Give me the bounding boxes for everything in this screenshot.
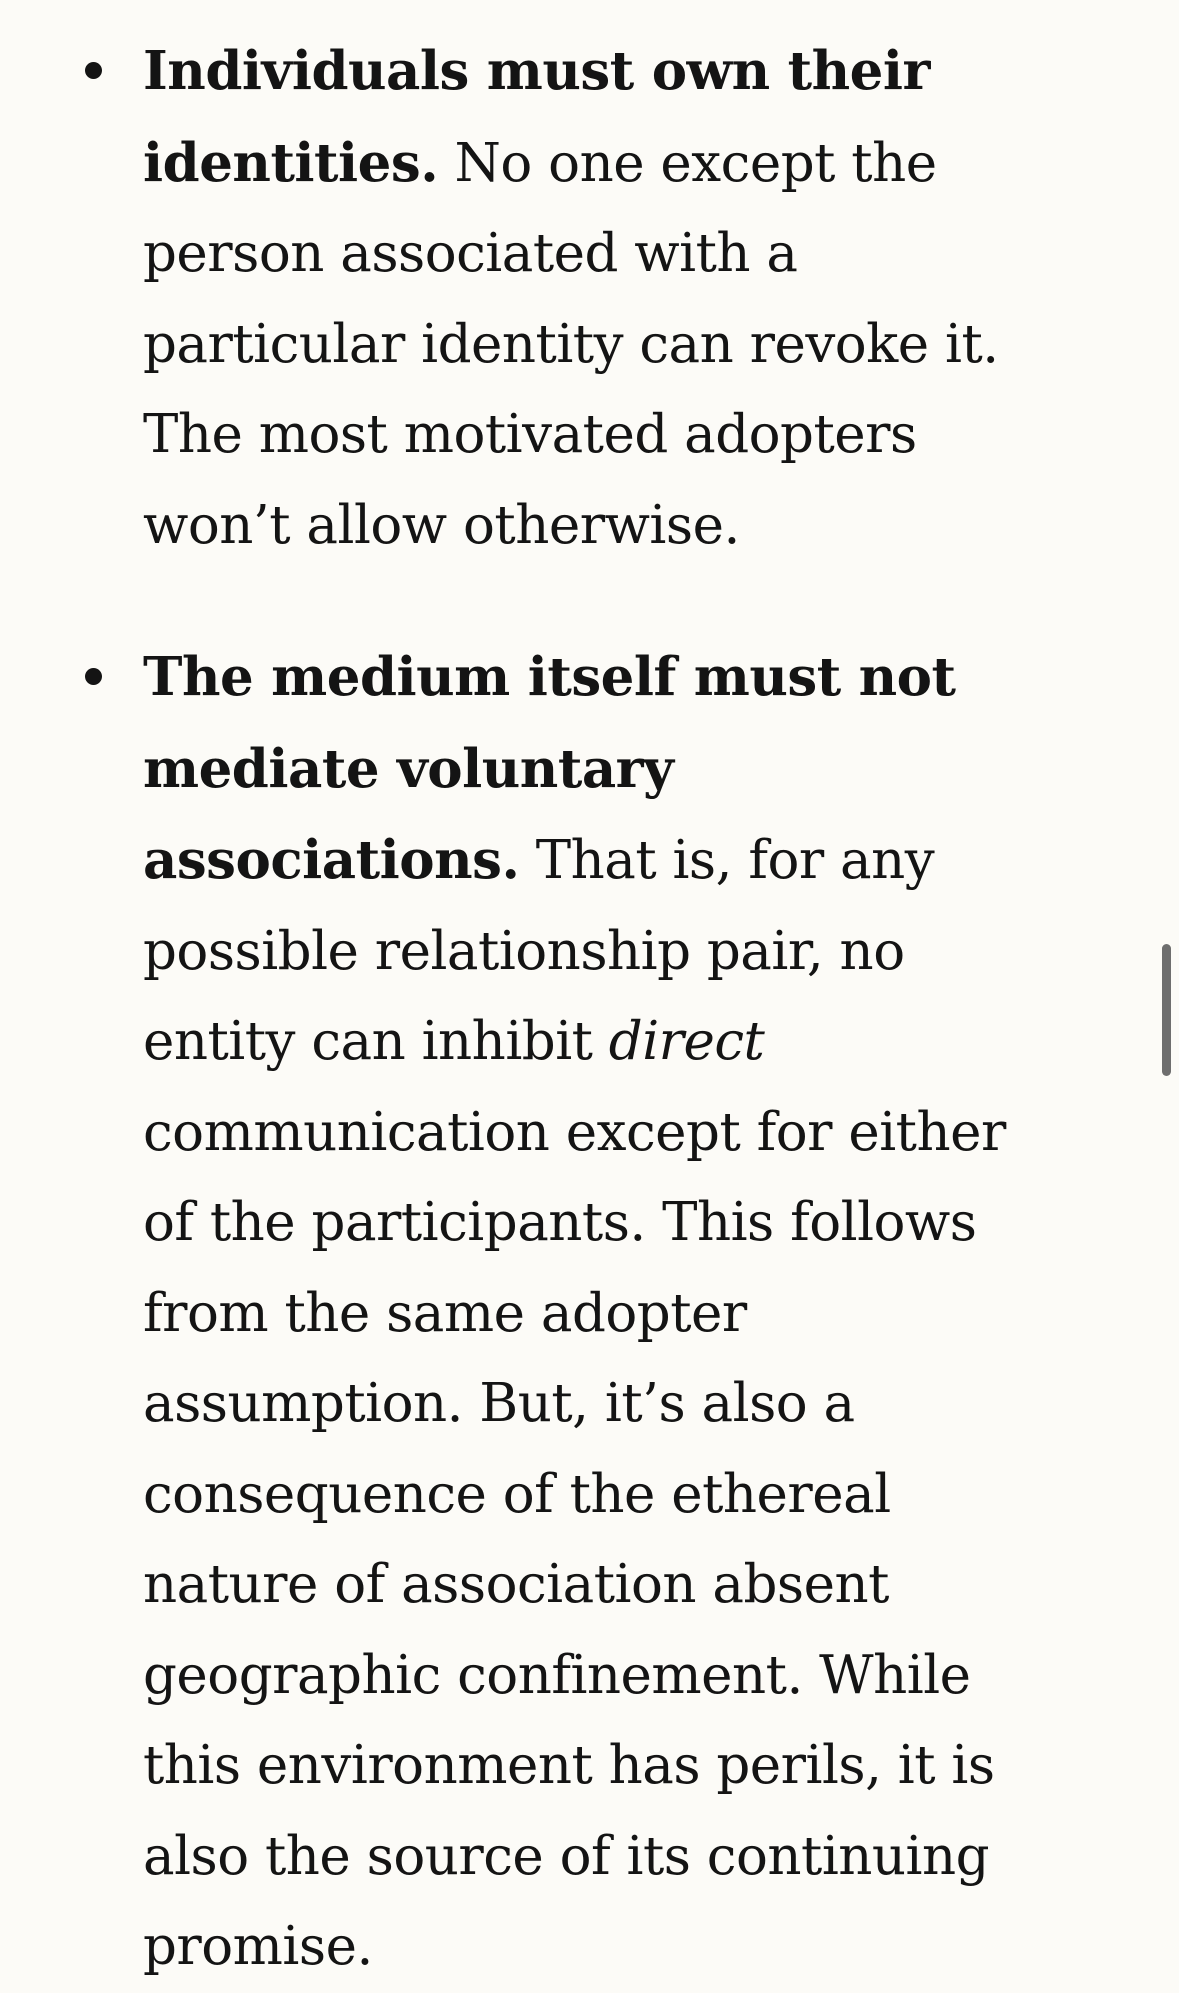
scrollbar-thumb[interactable] bbox=[1162, 944, 1171, 1076]
principles-list bbox=[0, 26, 1179, 1993]
principle-body: That is, for any possible relationship pair, no entity can inhibit bbox=[143, 830, 935, 1072]
bullet-icon bbox=[85, 62, 102, 79]
principle-body-continued: communication except for either of the participants. This follows from the same adopter assumption. But, it’s also a consequence of the ethereal nature of association absent geographic confinement. While this environment has perils, it is also the source of its continuing promise. bbox=[143, 1101, 1006, 1977]
list-item bbox=[0, 26, 1023, 571]
list-item bbox=[0, 632, 1023, 1993]
principle-body: No one except the person associated with a particular identity can revoke it. The most motivated adopters won’t allow otherwise. bbox=[143, 132, 999, 556]
bullet-icon bbox=[85, 668, 102, 685]
principle-lead: Individuals must own their identities. bbox=[143, 40, 930, 194]
principle-emphasis: direct bbox=[608, 1011, 765, 1072]
principle-lead: The medium itself must not mediate voluntary associations. bbox=[143, 646, 956, 891]
